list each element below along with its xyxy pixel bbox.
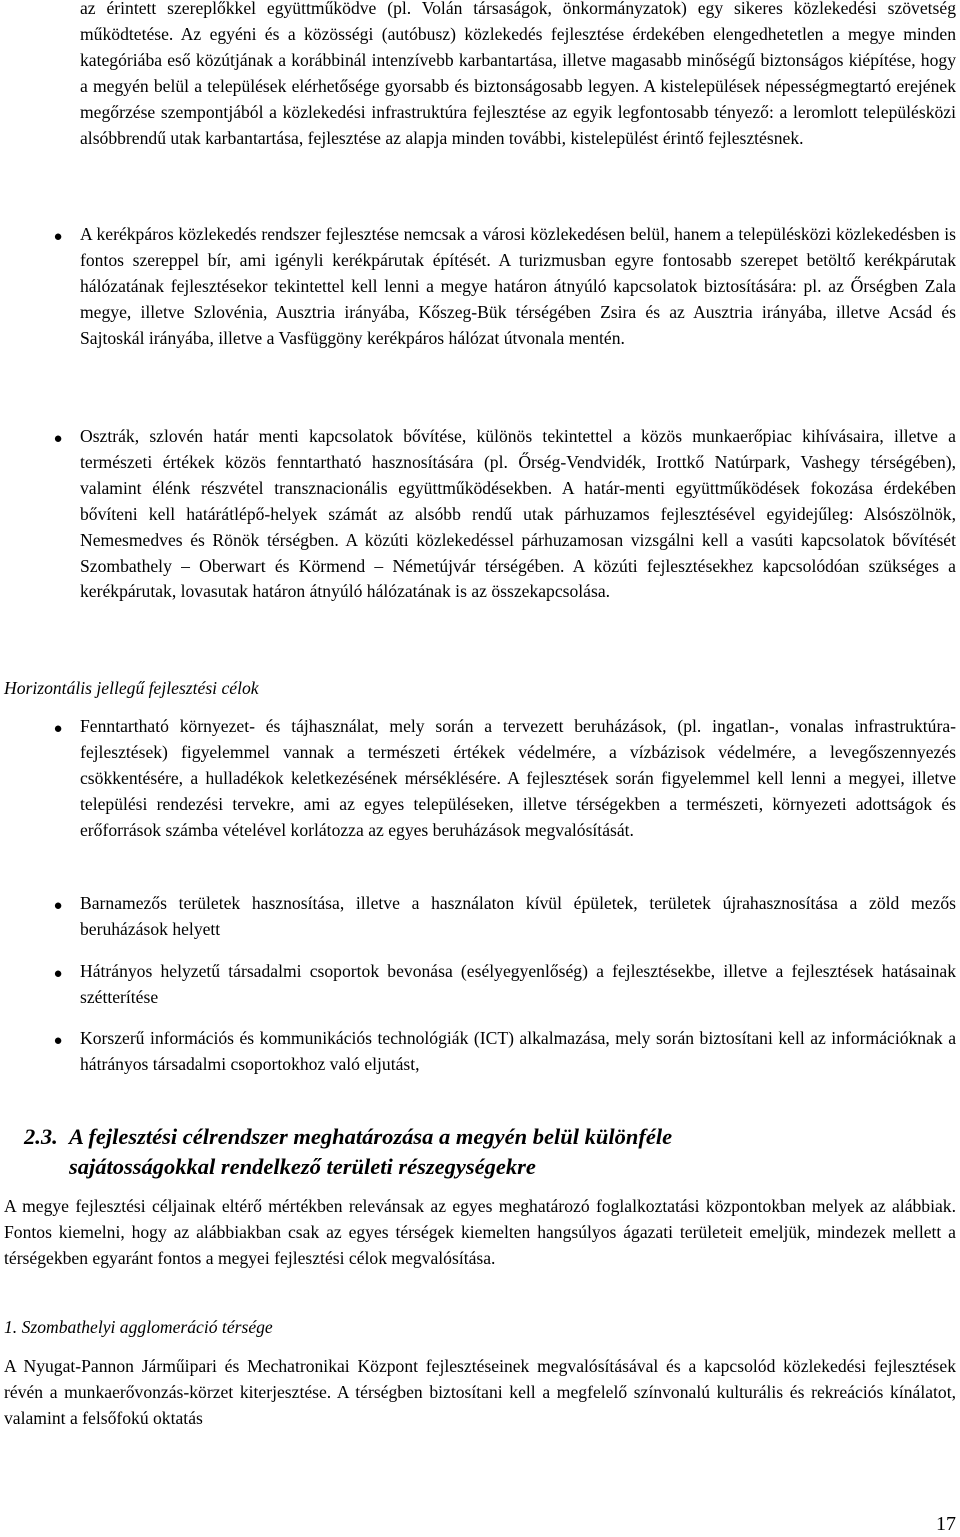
intro-paragraph: A megye fejlesztési céljainak eltérő mértékben relevánsak az egyes meghatározó foglalkoztatási központokban melyek az alábbiak. Fontos kiemelni, hogy az alábbiakban csak az egyes térségek kiemelten hangsúlyos ágazati területeit emeljük, mindezek mellett a térségekben egyaránt fontos a megyei fejlesztési célok megvalósítása. bbox=[4, 1196, 956, 1268]
bullet-cross-border: Osztrák, szlovén határ menti kapcsolatok bővítése, különös tekintettel a közös munkaerőpiac kihívásaira, illetve a természeti értékek közös fenntartható hasznosítására (pl. Őrség-Vendvidék, Irottkő Natúrpark, Vashegy térségében), valamint élénk részvétel transznacionális együttműködésekben. A határ-menti együttműködések fokozása érdekében bővíteni kell határátlépő-helyek számát az alsóbb rendű utak párhuzamos fejlesztésével egyidejűleg: Alsószölnök, Nemesmedves és Rönök térségben. A közúti közlekedéssel párhuzamosan vizsgálni kell a vasúti kapcsolatok bővítését Szombathely – Oberwart és Körmend – Németújvár térségében. A közúti fejlesztésekhez kapcsolódóan szükséges a kerékpárutak, lovasutak határon átnyúló hálózatának is az összekapcsolása. bbox=[80, 426, 956, 602]
horizontal-goals-heading: Horizontális jellegű fejlesztési célok bbox=[4, 678, 259, 698]
subsection-heading: 1. Szombathelyi agglomeráció térsége bbox=[4, 1317, 273, 1337]
section-title-line1: A fejlesztési célrendszer meghatározása a megyén belül különféle bbox=[69, 1124, 673, 1149]
bullet-icon: ● bbox=[53, 229, 63, 245]
bullet-disadvantaged-groups: Hátrányos helyzetű társadalmi csoportok bevonása (esélyegyenlőség) a fejlesztésekbe, illetve a fejlesztések hatásainak szétterítése bbox=[80, 961, 956, 1007]
bullet-icon: ● bbox=[53, 431, 63, 447]
page-number: 17 bbox=[936, 1513, 956, 1535]
bullet-sustainable-land-use: Fenntartható környezet- és tájhasználat, mely során a tervezett beruházások, (pl. ingatlan-, vonalas infrastruktúra-fejlesztések) figyelemmel vannak a természeti értékek védelmére, a vízbázisok védelmére, a levegőszennyezés csökkentésére, a hulladékok keletkezésének mérséklésére. A fejlesztések során figyelemmel kell lenni a megyei, illetve települési rendezési tervekre, ami az egyes településeken, illetve térségekben a természeti, környezeti adottságok és erőforrások számba vételével korlátozza az egyes beruházások megvalósítását. bbox=[80, 716, 956, 840]
section-heading bbox=[24, 1122, 924, 1182]
bullet-icon: ● bbox=[53, 966, 63, 982]
continuation-paragraph: az érintett szereplőkkel együttműködve (pl. Volán társaságok, önkormányzatok) egy sikeres közlekedési szövetség működtetése. Az egyéni és a közösségi (autóbusz) közlekedés fejlesztése érdekében elengedhetetlen a megye minden kategóriába eső közútjának a korábbinál intenzívebb karbantartása, illetve magasabb minőségű biztonságos kiépítése, hogy a megyén belül a települések elérhetősége gyorsabb és biztonságosabb legyen. A kistelepülések népességmegtartó erejének megőrzése szempontjából a közlekedési infrastruktúra fejlesztése az egyik legfontosabb tényező: a leromlott településközi alsóbbrendű utak karbantartása, fejlesztése az alapja minden további, kistelepülést érintő fejlesztésnek. bbox=[80, 0, 956, 148]
bullet-icon: ● bbox=[53, 721, 63, 737]
section-number: 2.3. bbox=[24, 1124, 58, 1149]
bullet-ict: Korszerű információs és kommunikációs technológiák (ICT) alkalmazása, mely során biztosítani kell az információknak a hátrányos társadalmi csoportokhoz való eljutást, bbox=[80, 1028, 956, 1074]
final-paragraph: A Nyugat-Pannon Járműipari és Mechatronikai Központ fejlesztéseinek megvalósításával és a kapcsolód közlekedési fejlesztések révén a munkaerővonzás-körzet kiterjesztése. A térségben biztosítani kell a megfelelő színvonalú kulturális és rekreációs kínálatot, valamint a felsőfokú oktatás bbox=[4, 1356, 956, 1428]
bullet-cycling-network: A kerékpáros közlekedés rendszer fejlesztése nemcsak a városi közlekedésen belül, hanem a településközi közlekedésben is fontos szereppel bír, ami igényli kerékpárutak építését. A turizmusban egyre fontosabb szerepet betöltő kerékpárutak hálózatának fejlesztésekor tekintettel kell lenni a megye határon átnyúló kapcsolatok biztosítására: pl. az Őrségben Zala megye, illetve Szlovénia, Ausztria irányába, Kőszeg-Bük térségében Zsira és az Ausztria irányába, illetve Acsád és Sajtoskál irányába, illetve a Vasfüggöny kerékpáros hálózat útvonala mentén. bbox=[80, 224, 956, 348]
bullet-icon: ● bbox=[53, 1033, 63, 1049]
bullet-brownfield: Barnamezős területek hasznosítása, illetve a használaton kívül épületek, területek újrahasznosítása a zöld mezős beruházások helyett bbox=[80, 893, 956, 939]
section-title-line2: sajátosságokkal rendelkező területi részegységekre bbox=[69, 1154, 536, 1179]
bullet-icon: ● bbox=[53, 898, 63, 914]
